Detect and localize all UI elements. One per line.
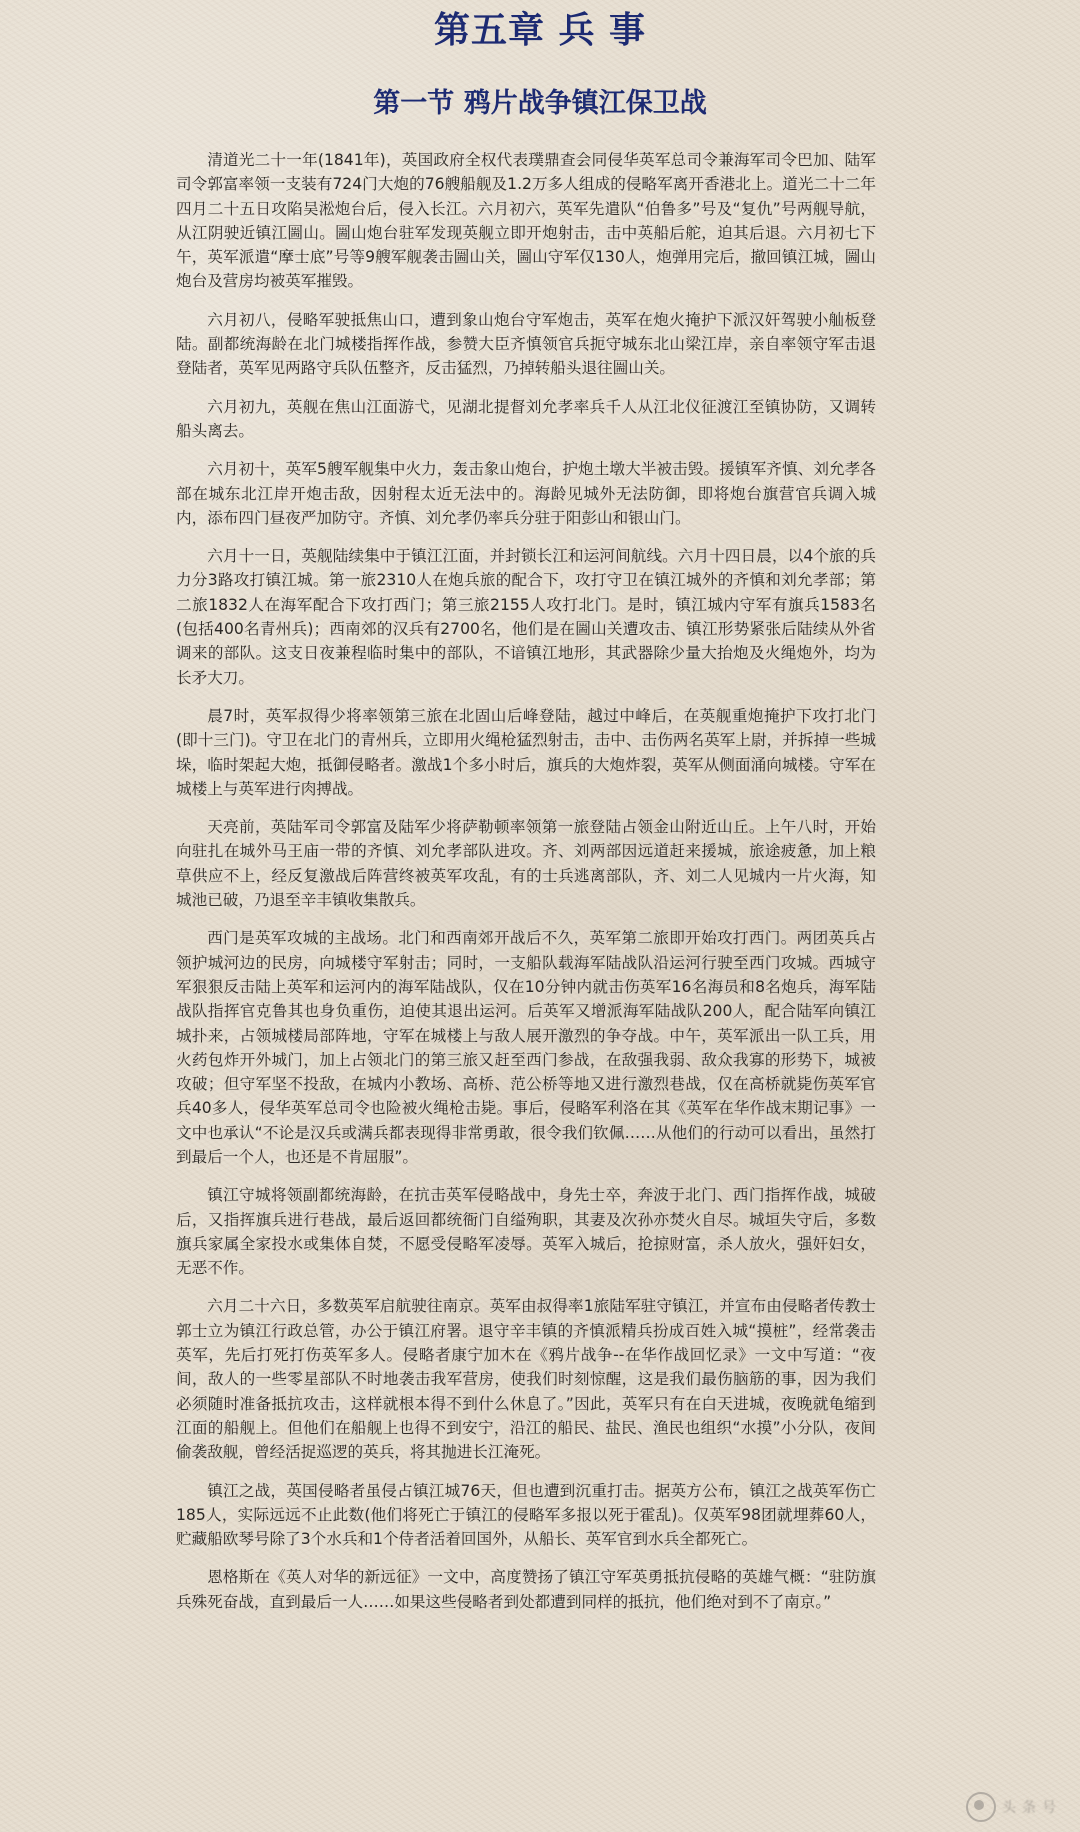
paragraph: 西门是英军攻城的主战场。北门和西南郊开战后不久，英军第二旅即开始攻打西门。两团英兵占领护城河边的民房，向城楼守军射击；同时，一支船队载海军陆战队沿运河行驶至西门攻城。西城守军狠狠反击陆上英军和运河内的海军陆战队，仅在10分钟内就击伤英军16名海员和8名炮兵，海军陆战队指挥官克鲁其也身负重伤，迫使其退出运河。后英军又增派海军陆战队200人，配合陆军向镇江城扑来，占领城楼局部阵地，守军在城楼上与敌人展开激烈的争夺战。中午，英军派出一队工兵，用火药包炸开外城门，加上占领北门的第三旅又赶至西门参战，在敌强我弱、敌众我寡的形势下，城被攻破；但守军坚不投敌，在城内小教场、高桥、范公桥等地又进行激烈巷战，仅在高桥就毙伤英军官兵40多人，侵华英军总司令也险被火绳枪击毙。事后，侵略军利洛在其《英军在华作战末期记事》一文中也承认“不论是汉兵或满兵都表现得非常勇敢，很令我们钦佩……从他们的行动可以看出，虽然打到最后一个人，也还是不肯屈服”。: [176, 929, 876, 1166]
watermark-text: 头条号: [1002, 1800, 1062, 1816]
paragraph: 六月初九，英舰在焦山江面游弋，见湖北提督刘允孝率兵千人从江北仪征渡江至镇协防，又调转船头离去。: [176, 397, 876, 440]
paragraph: 六月初八，侵略军驶抵焦山口，遭到象山炮台守军炮击，英军在炮火掩护下派汉奸驾驶小舢板登陆。副都统海龄在北门城楼指挥作战，参赞大臣齐慎领官兵扼守城东北山梁江岸，亲自率领守军击退登陆者，英军见两路守兵队伍整齐，反击猛烈，乃掉转船头退往圌山关。: [176, 310, 876, 378]
paragraph: 六月初十，英军5艘军舰集中火力，轰击象山炮台，护炮土墩大半被击毁。援镇军齐慎、刘允孝各部在城东北江岸开炮击敌，因射程太近无法中的。海龄见城外无法防御，即将炮台旗营官兵调入城内，添布四门昼夜严加防守。齐慎、刘允孝仍率兵分驻于阳彭山和银山门。: [176, 460, 876, 527]
paragraph: 恩格斯在《英人对华的新远征》一文中，高度赞扬了镇江守军英勇抵抗侵略的英雄气概：“驻防旗兵殊死奋战，直到最后一人……如果这些侵略者到处都遭到同样的抵抗，他们绝对到不了南京。”: [176, 1568, 876, 1611]
paragraph: 清道光二十一年(1841年)，英国政府全权代表璞鼎查会同侵华英军总司令兼海军司令巴加、陆军司令郭富率领一支装有724门大炮的76艘船舰及1.2万多人组成的侵略军离开香港北上。道光二十二年四月二十五日攻陷吴淞炮台后，侵入长江。六月初六，英军先遣队“伯鲁多”号及“复仇”号两舰导航，从江阴驶近镇江圌山。圌山炮台驻军发现英舰立即开炮射击，击中英船后舵，迫其后退。六月初七下午，英军派遣“摩士底”号等9艘军舰袭击圌山关，圌山守军仅130人，炮弹用完后，撤回镇江城，圌山炮台及营房均被英军摧毁。: [176, 151, 876, 291]
circle-logo-icon: [966, 1792, 996, 1822]
paragraph: 六月二十六日，多数英军启航驶往南京。英军由叔得率1旅陆军驻守镇江，并宣布由侵略者传教士郭士立为镇江行政总管，办公于镇江府署。退守辛丰镇的齐慎派精兵扮成百姓入城“摸桩”，经常袭击英军，先后打死打伤英军多人。侵略者康宁加木在《鸦片战争--在华作战回忆录》一文中写道：“夜间，敌人的一些零星部队不时地袭击我军营房，使我们时刻惊醒，这是我们最伤脑筋的事，因为我们必须随时准备抵抗攻击，这样就根本得不到什么休息了。”因此，英军只有在白天进城，夜晚就龟缩到江面的船舰上。但他们在船舰上也得不到安宁，沿江的船民、盐民、渔民也组织“水摸”小分队，夜间偷袭敌舰，曾经活捉巡逻的英兵，将其抛进长江淹死。: [176, 1297, 876, 1462]
paragraph: 镇江之战，英国侵略者虽侵占镇江城76天，但也遭到沉重打击。据英方公布，镇江之战英军伤亡185人，实际远远不止此数(他们将死亡于镇江的侵略军多报以死于霍乱)。仅英军98团就埋葬60人，贮藏船欧琴号除了3个水兵和1个侍者活着回国外，从船长、英军官到水兵全都死亡。: [176, 1481, 876, 1549]
paragraph: 晨7时，英军叔得少将率领第三旅在北固山后峰登陆，越过中峰后，在英舰重炮掩护下攻打北门(即十三门)。守卫在北门的青州兵，立即用火绳枪猛烈射击，击中、击伤两名英军上尉，并拆掉一些城垛，临时架起大炮，抵御侵略者。激战1个多小时后，旗兵的大炮炸裂，英军从侧面涌向城楼。守军在城楼上与英军进行肉搏战。: [176, 706, 876, 798]
paragraph: 六月十一日，英舰陆续集中于镇江江面，并封锁长江和运河间航线。六月十四日晨，以4个旅的兵力分3路攻打镇江城。第一旅2310人在炮兵旅的配合下，攻打守卫在镇江城外的齐慎和刘允孝部；第二旅1832人在海军配合下攻打西门；第三旅2155人攻打北门。是时，镇江城内守军有旗兵1583名(包括400名青州兵)；西南郊的汉兵有2700名，他们是在圌山关遭攻击、镇江形势紧张后陆续从外省调来的部队。这支日夜兼程临时集中的部队，不谙镇江地形，其武器除少量大抬炮及火绳炮外，均为长矛大刀。: [176, 547, 876, 687]
section-title: 第一节 鸦片战争镇江保卫战: [373, 88, 707, 119]
watermark: [966, 1792, 1062, 1822]
paragraph: 镇江守城将领副都统海龄，在抗击英军侵略战中，身先士卒，奔波于北门、西门指挥作战，城破后，又指挥旗兵进行巷战，最后返回都统衙门自缢殉职，其妻及次孙亦焚火自尽。城垣失守后，多数旗兵家属全家投水或集体自焚，不愿受侵略军凌辱。英军入城后，抢掠财富，杀人放火，强奸妇女，无恶不作。: [176, 1186, 876, 1278]
article-body: [176, 148, 876, 1628]
chapter-title: 第五章 兵 事: [433, 10, 647, 51]
paragraph: 天亮前，英陆军司令郭富及陆军少将萨勒顿率领第一旅登陆占领金山附近山丘。上午八时，开始向驻扎在城外马王庙一带的齐慎、刘允孝部队进攻。齐、刘两部因远道赶来援城，旅途疲惫，加上粮草供应不上，经反复激战后阵营终被英军攻乱，有的士兵逃离部队，齐、刘二人见城内一片火海，知城池已破，乃退至辛丰镇收集散兵。: [176, 818, 876, 910]
